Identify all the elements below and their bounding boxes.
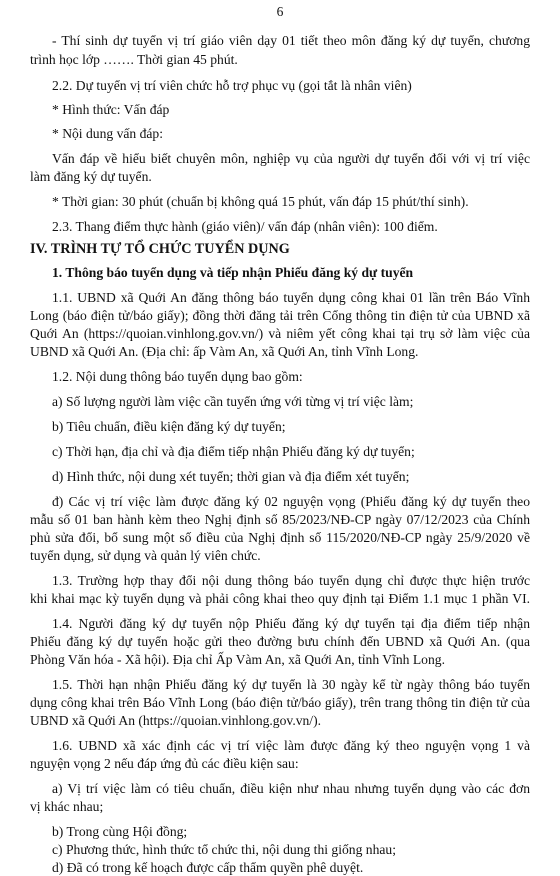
- paragraph-line: tuyển dụng, sử dụng và quản lý viên chức.: [30, 548, 261, 563]
- list-item: c) Thời hạn, địa chỉ và địa điểm tiếp nhận Phiếu đăng ký dự tuyển;: [52, 444, 415, 459]
- paragraph-line: nguyện vọng 2 nếu đáp ứng đủ các điều kiện sau:: [30, 756, 299, 771]
- paragraph-line: 2.2. Dự tuyển vị trí viên chức hỗ trợ phục vụ (gọi tắt là nhân viên): [52, 78, 412, 93]
- page-number: 6: [276, 4, 284, 19]
- paragraph-line: khi khai mạc kỳ tuyển dụng và phải công khai theo quy định tại Điểm 1.1 mục 1 phần VI.: [30, 591, 530, 606]
- list-item: b) Tiêu chuẩn, điều kiện đăng ký dự tuyển;: [52, 419, 286, 434]
- list-item: a) Số lượng người làm việc cần tuyển ứng với từng vị trí việc làm;: [52, 394, 414, 409]
- paragraph-line: 1.3. Trường hợp thay đổi nội dung thông báo tuyển dụng chỉ được thực hiện trước: [52, 573, 530, 588]
- paragraph-line: 1.5. Thời hạn nhận Phiếu đăng ký dự tuyển là 30 ngày kể từ ngày thông báo tuyển: [52, 677, 530, 692]
- paragraph-line: dụng công khai trên Báo Vĩnh Long (báo điện tử/báo giấy), trên trang thông tin điện tử của: [30, 695, 530, 710]
- paragraph-line: - Thí sinh dự tuyển vị trí giáo viên dạy 01 tiết theo môn đăng ký dự tuyển, chương: [52, 33, 530, 48]
- paragraph-line: vị khác nhau;: [30, 799, 104, 814]
- paragraph-line: Phòng Văn hóa - Xã hội). Địa chỉ Ấp Vàm An, xã Quới An, tỉnh Vĩnh Long.: [30, 652, 445, 667]
- list-item: d) Đã có trong kế hoạch được cấp thẩm quyền phê duyệt.: [52, 860, 364, 875]
- paragraph-line: phủ sửa đổi, bổ sung một số điều của Nghị định số 115/2020/NĐ-CP ngày 25/9/2020 về: [30, 530, 530, 545]
- paragraph-line: 1.2. Nội dung thông báo tuyển dụng bao gồm:: [52, 369, 303, 384]
- paragraph-line: mẫu số 01 ban hành kèm theo Nghị định số 85/2023/NĐ-CP ngày 07/12/2023 của Chính: [30, 512, 530, 527]
- paragraph-line: Long (báo điện tử/báo giấy); đồng thời đăng tải trên Cổng thông tin điện tử của UBND xã: [30, 308, 530, 323]
- subsection-heading: 1. Thông báo tuyển dụng và tiếp nhận Phiếu đăng ký dự tuyển: [52, 265, 414, 280]
- list-item: b) Trong cùng Hội đồng;: [52, 824, 188, 839]
- paragraph-line: UBND xã Quới An (https://quoian.vinhlong.gov.vn/).: [30, 713, 322, 728]
- list-item: a) Vị trí việc làm có tiêu chuẩn, điều kiện như nhau nhưng tuyển dụng vào các đơn: [52, 781, 530, 796]
- paragraph-line: Quới An (https://quoian.vinhlong.gov.vn/) và niêm yết công khai tại trụ sở làm việc của: [30, 326, 530, 341]
- paragraph-line: * Nội dung vấn đáp:: [52, 126, 164, 141]
- paragraph-line: 1.1. UBND xã Quới An đăng thông báo tuyển dụng công khai 01 lần trên Báo Vĩnh: [52, 290, 530, 305]
- list-item: đ) Các vị trí việc làm được đăng ký 02 nguyện vọng (Phiếu đăng ký dự tuyển theo: [52, 494, 530, 509]
- paragraph-line: UBND xã Quới An. (Địa chỉ: ấp Vàm An, xã Quới An, tỉnh Vĩnh Long.: [30, 344, 419, 359]
- list-item: c) Phương thức, hình thức tổ chức thi, nội dung thi giống nhau;: [52, 842, 396, 857]
- paragraph-line: làm đăng ký dự tuyển.: [30, 169, 152, 184]
- paragraph-line: 2.3. Thang điểm thực hành (giáo viên)/ vấn đáp (nhân viên): 100 điểm.: [52, 219, 438, 234]
- paragraph-line: 1.6. UBND xã xác định các vị trí việc làm được đăng ký theo nguyện vọng 1 và: [52, 738, 530, 753]
- section-heading: IV. TRÌNH TỰ TỔ CHỨC TUYỂN DỤNG: [30, 241, 290, 257]
- paragraph-line: * Thời gian: 30 phút (chuẩn bị không quá 15 phút, vấn đáp 15 phút/thí sinh).: [52, 194, 469, 209]
- paragraph-line: 1.4. Người đăng ký dự tuyển nộp Phiếu đăng ký dự tuyển tại địa điểm tiếp nhận: [52, 616, 530, 631]
- paragraph-line: Phiếu đăng ký dự tuyển hoặc gửi theo đường bưu chính đến UBND xã Quới An. (qua: [30, 634, 530, 649]
- paragraph-line: Vấn đáp về hiểu biết chuyên môn, nghiệp vụ của người dự tuyển đối với vị trí việc: [52, 151, 530, 166]
- paragraph-line: * Hình thức: Vấn đáp: [52, 102, 170, 117]
- list-item: d) Hình thức, nội dung xét tuyển; thời gian và địa điểm xét tuyển;: [52, 469, 410, 484]
- paragraph-line: trình học lớp ……. Thời gian 45 phút.: [30, 52, 238, 67]
